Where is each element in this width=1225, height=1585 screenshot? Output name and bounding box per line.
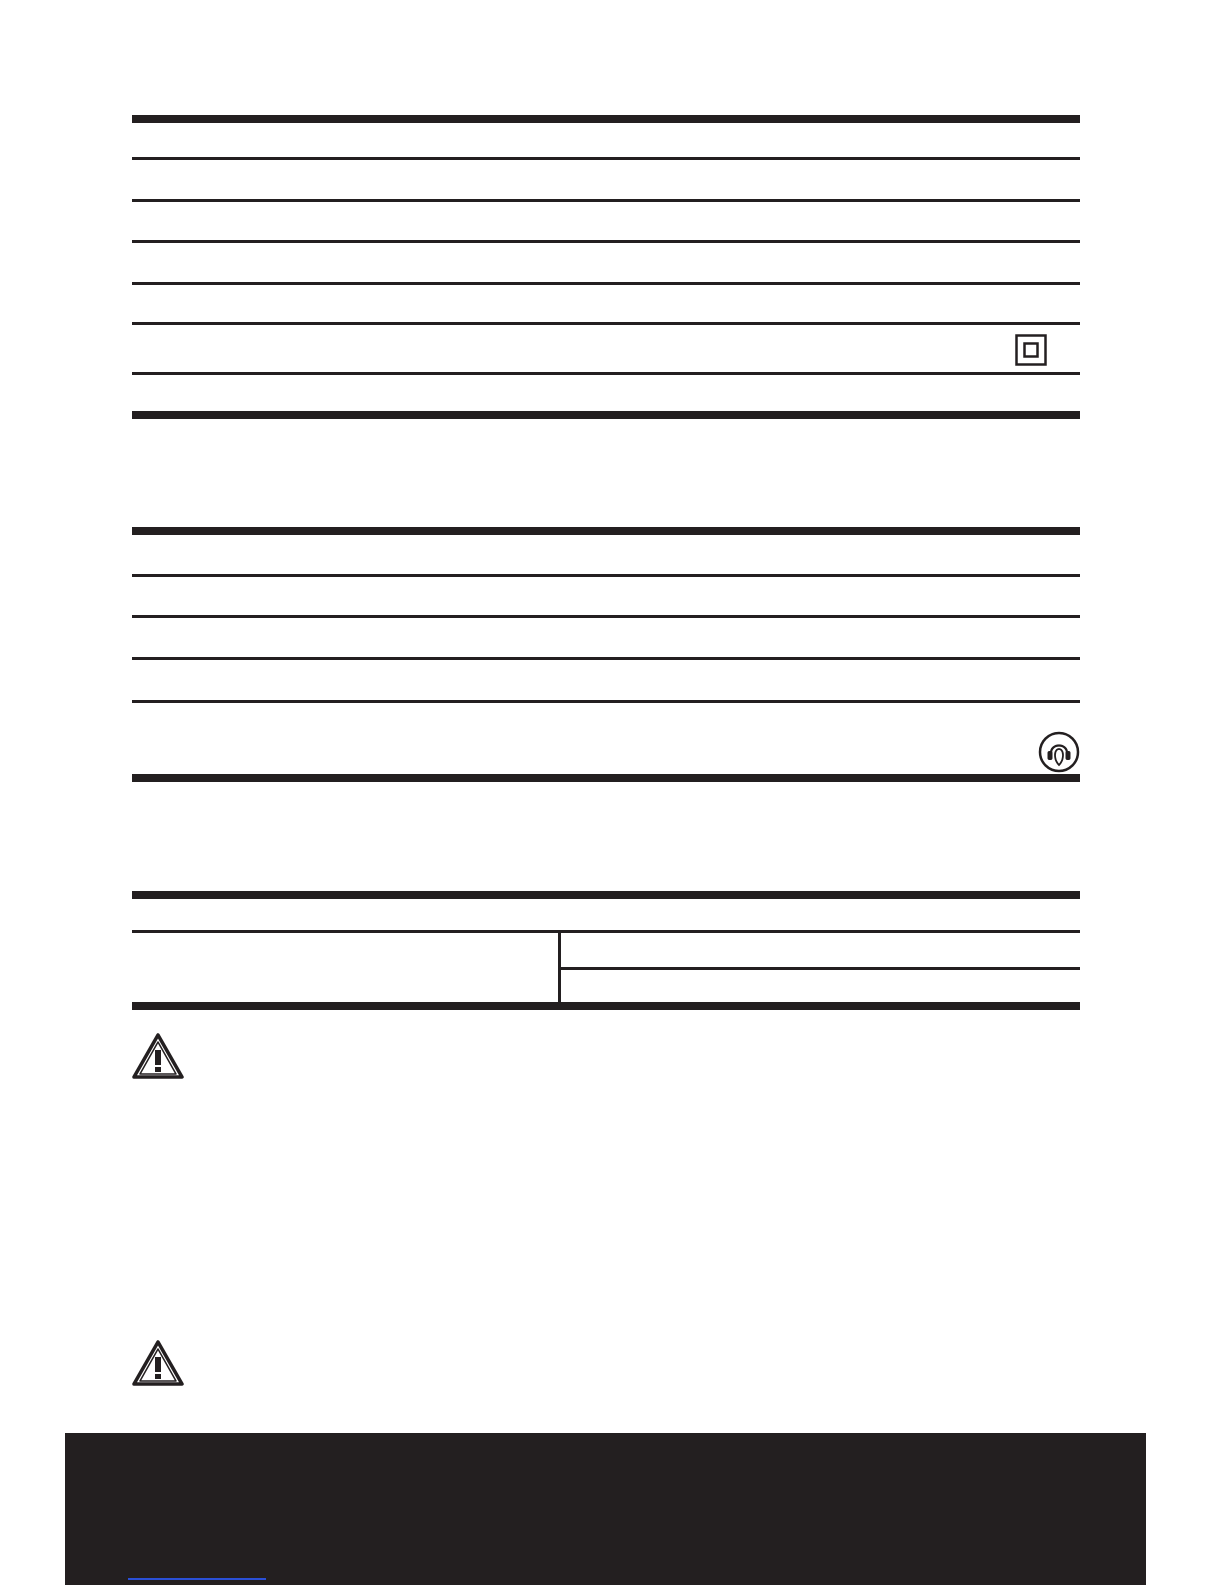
table1-row-divider — [132, 282, 1080, 285]
table3-bottom-rule — [132, 1002, 1080, 1010]
table2-top-rule — [132, 527, 1080, 535]
table3-row-divider — [132, 930, 1080, 933]
table3-subrow-divider — [560, 967, 1080, 970]
table1-row-divider — [132, 372, 1080, 375]
footer-link-underline[interactable] — [128, 1578, 266, 1580]
table2-bottom-rule — [132, 774, 1080, 782]
table1-row-divider — [132, 240, 1080, 243]
warning-triangle-icon — [130, 1031, 186, 1083]
ear-protection-icon — [1038, 731, 1080, 773]
table1-row-divider — [132, 322, 1080, 325]
table2-row-divider — [132, 574, 1080, 577]
warning-triangle-icon — [130, 1338, 186, 1390]
table1-bottom-rule — [132, 411, 1080, 419]
table2-row-divider — [132, 657, 1080, 660]
footer-bar — [65, 1433, 1146, 1585]
table2-row-divider — [132, 615, 1080, 618]
table1-row-divider — [132, 199, 1080, 202]
double-insulation-icon — [1015, 334, 1047, 366]
table2-row-divider — [132, 700, 1080, 703]
table3-top-rule — [132, 891, 1080, 899]
table1-top-rule — [132, 115, 1080, 123]
table1-row-divider — [132, 157, 1080, 160]
